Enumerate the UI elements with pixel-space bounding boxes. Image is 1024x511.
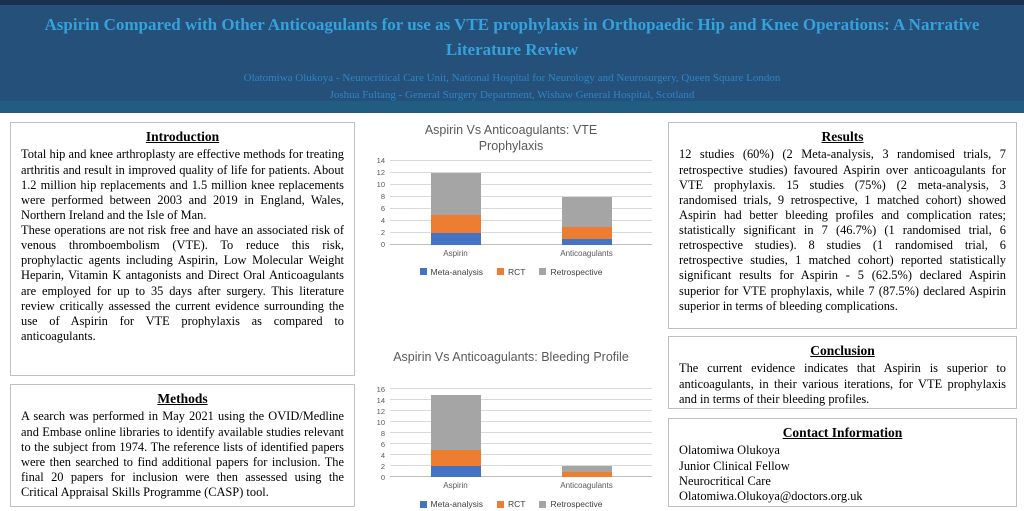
contact-name: Olatomiwa Olukoya (679, 443, 780, 458)
bar-segment-rct (562, 472, 612, 478)
methods-section (10, 384, 355, 507)
bar-segment-retrospective (431, 395, 481, 450)
introduction-paragraph-2: These operations are not risk free and have an associated risk of venous thromboembolism (VTE). To reduce this risk, prophylactic agents including Aspirin, Low Molecular Weight Heparin, Vitamin K antagonists and Direct Oral Anticoagulants are employed for up to 35 days after surgery. This literature review critically assessed the current evidence surrounding the use of Aspirin for VTE prophylaxis as compared to anticoagulants. (21, 223, 344, 343)
legend-label: RCT (507, 266, 526, 277)
header-banner (0, 0, 1024, 113)
y-tick-label: 6 (380, 204, 385, 213)
y-tick-label: 10 (376, 417, 385, 427)
contact-heading: Contact Information (782, 425, 903, 440)
y-tick-label: 14 (376, 156, 385, 165)
author-line-1: Olatomiwa Olukoya - Neurocritical Care Unit, National Hospital for Neurology and Neurosurgery, Queen Square London (243, 72, 781, 85)
introduction-section (10, 122, 355, 376)
bar-segment-rct (431, 215, 481, 233)
y-tick-label: 0 (380, 240, 385, 249)
y-tick-label: 12 (376, 406, 385, 416)
conclusion-paragraph: The current evidence indicates that Aspirin is superior to anticoagulants, in their various iterations, for VTE prophylaxis and in terms of their bleeding profiles. (679, 361, 1006, 406)
chart-plot-area (376, 384, 652, 482)
bar-series (390, 389, 652, 477)
chart-legend (362, 267, 660, 277)
chart-title: Aspirin Vs Anticoagulants: VTE Prophylaxis (424, 123, 598, 154)
y-tick-label: 16 (376, 384, 385, 394)
legend-item (420, 499, 483, 509)
bar-segment-rct (431, 450, 481, 467)
category-label: Aspirin (443, 481, 468, 491)
category-label: Anticoagulants (560, 481, 613, 491)
bar-segment-meta-analysis (431, 466, 481, 477)
stacked-bar-anticoagulants (562, 161, 612, 245)
legend-label: RCT (507, 499, 526, 510)
author-line-2: Joshua Fultang - General Surgery Department, Wishaw General Hospital, Scotland (329, 88, 695, 101)
author-block (0, 70, 1024, 103)
legend-item (420, 267, 483, 277)
y-tick-label: 2 (380, 461, 385, 471)
category-label: Anticoagulants (560, 248, 613, 258)
bar-segment-retrospective (562, 197, 612, 227)
contact-department: Neurocritical Care (679, 473, 771, 488)
legend-item (539, 499, 602, 509)
stacked-bar-aspirin (431, 389, 481, 477)
bar-segment-meta-analysis (431, 233, 481, 245)
conclusion-heading: Conclusion (810, 343, 875, 358)
y-tick-label: 4 (380, 216, 385, 226)
introduction-heading: Introduction (145, 129, 220, 144)
bar-segment-meta-analysis (562, 239, 612, 245)
chart-legend (362, 499, 660, 509)
legend-swatch (497, 268, 504, 275)
bar-segment-retrospective (431, 173, 481, 215)
header-top-strip (0, 0, 1024, 5)
bar-segment-rct (562, 227, 612, 239)
methods-paragraph: A search was performed in May 2021 using the OVID/Medline and Embase online libraries to identify available studies relevant to the subject from 1974. The reference lists of identified papers were then searched to find additional papers for inclusion. The final 20 papers for inclusion were then assessed using the Critical Appraisal Skills Programme (CASP) tool. (21, 409, 344, 500)
legend-swatch (497, 501, 504, 508)
y-tick-label: 14 (376, 395, 385, 405)
y-tick-label: 10 (376, 180, 385, 189)
stacked-bar-anticoagulants (562, 389, 612, 477)
contact-section (668, 418, 1017, 507)
legend-swatch (539, 268, 546, 275)
introduction-paragraph-1: Total hip and knee arthroplasty are effective methods for treating arthritis and result in improved quality of life for patients. About 1.2 million hip replacements and 1.5 million knee replacements were performed between 2003 and 2019 in England, Wales, Northern Ireland and the Isle of Man. (21, 147, 344, 222)
legend-item (539, 267, 602, 277)
legend-label: Retrospective (550, 499, 603, 510)
chart-plot-area (376, 156, 652, 249)
legend-item (497, 267, 525, 277)
y-tick-label: 0 (380, 472, 385, 482)
stacked-bar-aspirin (431, 161, 481, 245)
legend-swatch (420, 268, 427, 275)
category-label: Aspirin (443, 248, 468, 258)
y-tick-label: 4 (380, 450, 385, 460)
results-paragraph: 12 studies (60%) (2 Meta-analysis, 3 randomised trials, 7 retrospective studies) favoured Aspirin over anticoagulants for VTE prophylaxis. 15 studies (75%) (2 meta-analysis, 3 randomised trials, 9 retrospective, 1 matched cohort) showed Aspirin had better bleeding profiles and complication rates; statistically significant in 7 (46.7%) (1 randomised trial, 6 retrospective studies). 8 studies (1 randomised trial, 6 retrospective studies, 1 matched cohort) reported statistically significant results for Aspirin - 5 (62.5%) declared Aspirin superior for VTE prophylaxis, while 7 (87.5%) declared Aspirin superior in terms of bleeding complications. (679, 147, 1006, 313)
chart-x-axis-labels (390, 481, 652, 490)
y-tick-label: 2 (380, 228, 385, 238)
y-tick-label: 6 (380, 439, 385, 449)
legend-label: Meta-analysis (430, 499, 483, 510)
methods-heading: Methods (157, 391, 208, 406)
y-tick-label: 8 (380, 428, 385, 438)
chart-x-axis-labels (390, 249, 652, 258)
y-tick-label: 8 (380, 192, 385, 202)
bleeding-profile-chart (362, 349, 660, 509)
bar-series (390, 161, 652, 245)
chart-title: Aspirin Vs Anticoagulants: Bleeding Profile (393, 350, 629, 364)
legend-label: Retrospective (550, 266, 603, 277)
vte-prophylaxis-chart (362, 122, 660, 277)
y-tick-label: 12 (376, 168, 385, 177)
header-bottom-strip (0, 101, 1024, 113)
results-section (668, 122, 1017, 329)
contact-role: Junior Clinical Fellow (679, 458, 790, 473)
legend-swatch (420, 501, 427, 508)
legend-swatch (539, 501, 546, 508)
legend-item (497, 499, 525, 509)
contact-email: Olatomiwa.Olukoya@doctors.org.uk (679, 488, 863, 503)
results-heading: Results (821, 129, 864, 144)
legend-label: Meta-analysis (430, 266, 483, 277)
poster-title: Aspirin Compared with Other Anticoagulants for use as VTE prophylaxis in Orthopaedic Hip and Knee Operations: A Narrative Literature Review (44, 15, 980, 59)
conclusion-section (668, 336, 1017, 409)
